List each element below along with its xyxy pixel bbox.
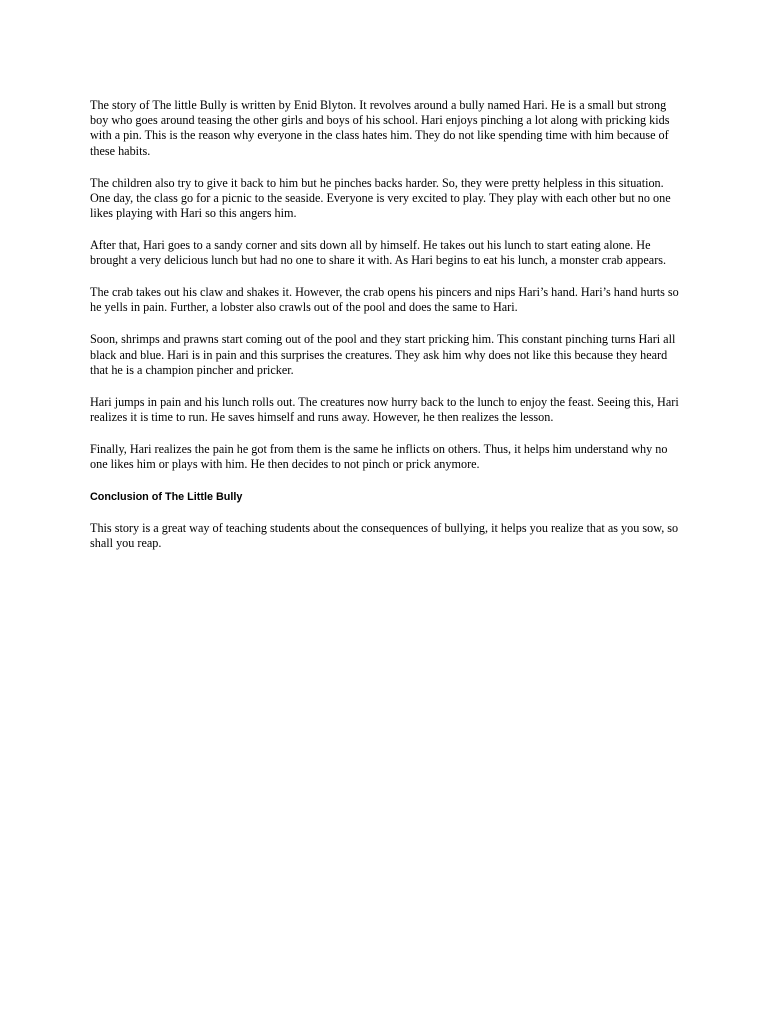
paragraph-shrimps: Soon, shrimps and prawns start coming out of the pool and they start pricking him. This constant pinching turns Hari all black and blue. Hari is in pain and this surprises the creatures. They ask him why does not like this because they heard that he is a champion pincher and pricker. [90, 332, 676, 377]
paragraph-lesson: Finally, Hari realizes the pain he got from them is the same he inflicts on others. Thus, it helps him understand why no one likes him or plays with him. He then decides to not pinch or prick anymore. [90, 442, 668, 472]
paragraph-crab: The crab takes out his claw and shakes it. However, the crab opens his pincers and nips Hari’s hand. Hari’s hand hurts so he yells in pain. Further, a lobster also crawls out of the pool and does the same to Hari. [90, 285, 679, 315]
paragraph-escape: Hari jumps in pain and his lunch rolls out. The creatures now hurry back to the lunch to enjoy the feast. Seeing this, Hari realizes it is time to run. He saves himself and runs away. However, he then realizes the lesson. [90, 394, 679, 425]
paragraph-lunch: After that, Hari goes to a sandy corner and sits down all by himself. He takes out his lunch to start eating alone. He brought a very delicious lunch but had no one to share it with. As Hari begins to eat his lunch, a monster crab appears. [90, 238, 667, 268]
conclusion-heading: Conclusion of The Little Bully [90, 491, 243, 504]
paragraph-intro: The story of The little Bully is written by Enid Blyton. It revolves around a bully named Hari. He is a small but strong boy who goes around teasing the other girls and boys of his school. Hari enjoys pinching a lot along with pricking kids with a pin. This is the reason why everyone in the class hates him. They do not like spending time with him because of these habits. [90, 98, 670, 158]
document-page [90, 98, 680, 568]
conclusion-paragraph: This story is a great way of teaching students about the consequences of bullying, it helps you realize that as you sow, so shall you reap. [90, 521, 679, 551]
paragraph-picnic: The children also try to give it back to him but he pinches backs harder. So, they were pretty helpless in this situation. One day, the class go for a picnic to the seaside. Everyone is very excited to play. They play with each other but no one likes playing with Hari so this angers him. [90, 175, 671, 221]
